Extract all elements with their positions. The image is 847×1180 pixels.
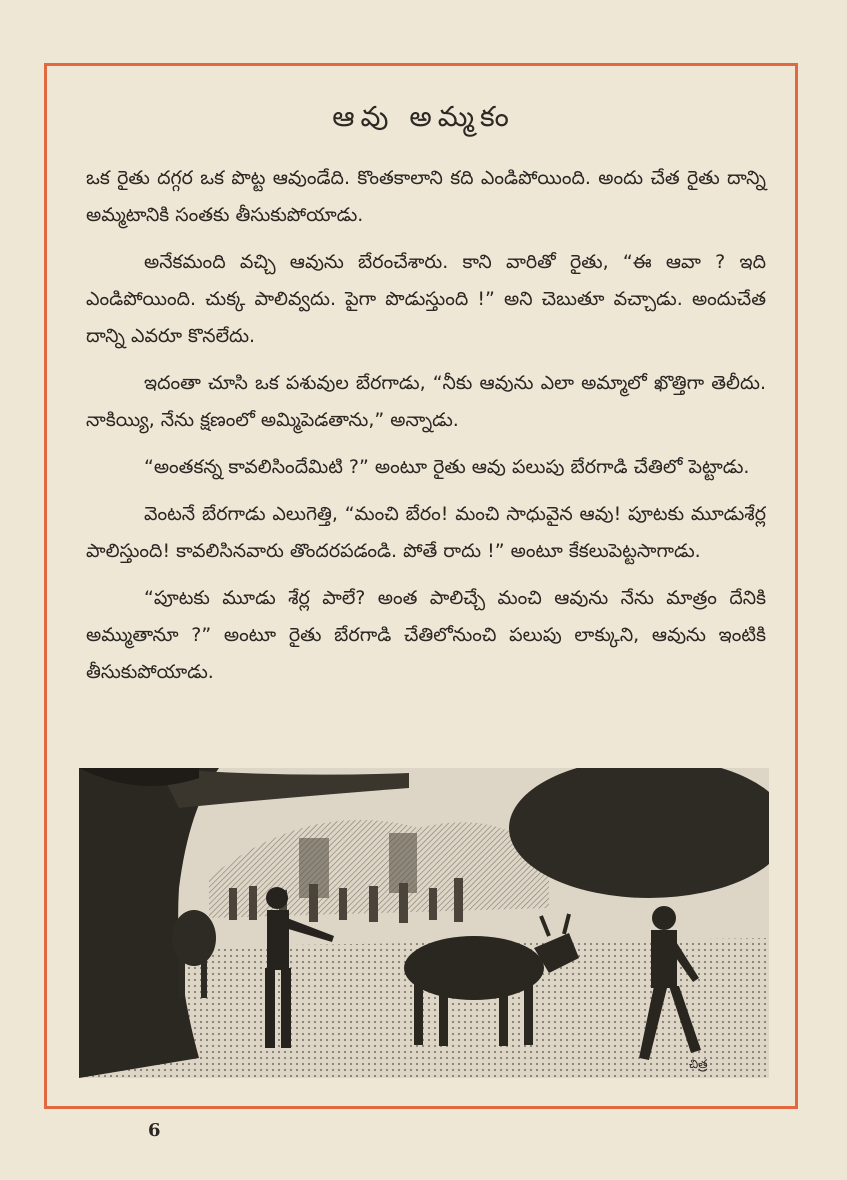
- paragraph-3: ఇదంతా చూసి ఒక పశువుల బేరగాడు, “నీకు ఆవును ఎలా అమ్మాలో ఖొత్తిగా తెలీదు. నాకియ్యి, నేను క్షణంలో అమ్మిపెడతాను,” అన్నాడు.: [86, 372, 766, 431]
- paragraph-4: “అంతకన్న కావలిసిందేమిటి ?” అంటూ రైతు ఆవు పలుపు బేరగాడి చేతిలో పెట్టాడు.: [144, 456, 750, 478]
- illustration-drawing: [79, 768, 769, 1078]
- paragraph-5: వెంటనే బేరగాడు ఎలుగెత్తి, “మంచి బేరం! మంచి సాధువైన ఆవు! పూటకు మూడుశేర్ల పాలిస్తుంది! కావలిసినవారు తొందరపడండి. పోతే రాదు !” అంటూ కేకలుపెట్టసాగాడు.: [86, 503, 766, 562]
- paragraph-6: “పూటకు మూడు శేర్ల పాలే? అంత పాలిచ్చే మంచి ఆవును నేను మాత్రం దేనికి అమ్ముతానూ ?” అంటూ రైతు బేరగాడి చేతిలోనుంచి పలుపు లాక్కుని, ఆవును ఇంటికి తీసుకుపోయాడు.: [86, 587, 766, 683]
- paragraph-1: ఒక రైతు దగ్గర ఒక పొట్ట ఆవుండేది. కొంతకాలాని కది ఎండిపోయింది. అందు చేత రైతు దాన్ని అమ్మటానికి సంతకు తీసుకుపోయాడు.: [86, 167, 766, 226]
- illustration-signature: చిత్ర: [689, 1057, 708, 1071]
- story-title: ఆవు అమ్మకం: [332, 100, 515, 133]
- story-illustration: [79, 768, 769, 1078]
- page-number: 6: [148, 1120, 161, 1141]
- paragraph-2: అనేకమంది వచ్చి ఆవును బేరంచేశారు. కాని వారితో రైతు, “ఈ ఆవా ? ఇది ఎండిపోయింది. చుక్క పాలివ్వదు. పైగా పొడుస్తుంది !” అని చెబుతూ వచ్చాడు. అందుచేత దాన్ని ఎవరూ కొనలేదు.: [86, 251, 766, 347]
- story-body: [86, 160, 766, 701]
